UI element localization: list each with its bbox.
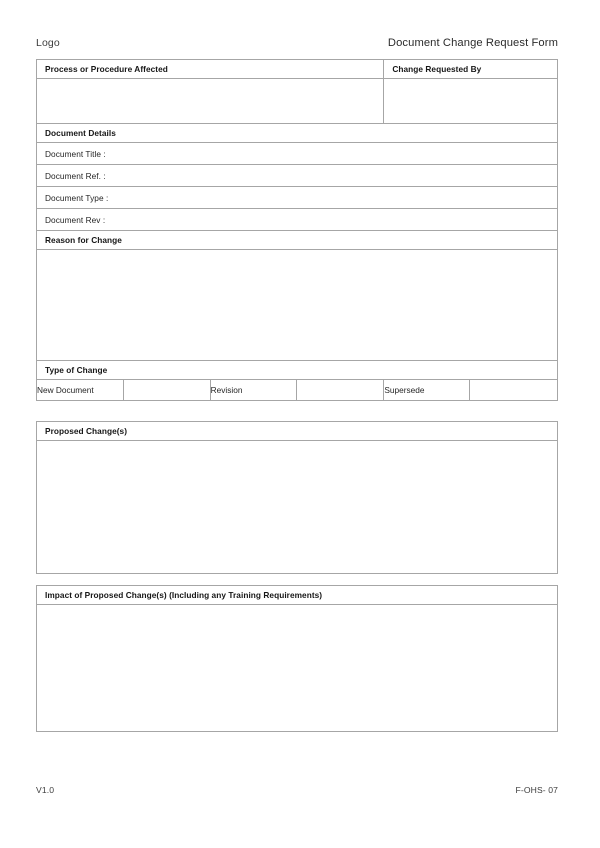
- proposed-changes-header-row: [37, 422, 558, 441]
- document-rev-label: Document Rev :: [45, 215, 106, 225]
- type-of-change-header-cell: [37, 361, 558, 380]
- document-title-label: Document Title :: [45, 149, 106, 159]
- change-requested-by-header-cell: [384, 60, 558, 79]
- reason-for-change-input[interactable]: [37, 250, 558, 361]
- document-details-header-row: [37, 124, 558, 143]
- change-requested-by-label: Change Requested By: [392, 64, 482, 74]
- impact-label: Impact of Proposed Change(s) (Including any Training Requirements): [45, 590, 323, 600]
- document-details-label: Document Details: [45, 128, 116, 138]
- document-title-cell[interactable]: [37, 143, 558, 165]
- document-rev-row[interactable]: [37, 209, 558, 231]
- type-option-supersede-label-cell: [384, 380, 470, 401]
- type-option-revision-label: Revision: [210, 385, 243, 395]
- type-option-new-document-label-cell: [37, 380, 124, 401]
- type-of-change-label: Type of Change: [45, 365, 108, 375]
- process-affected-header-row: [37, 60, 558, 79]
- type-option-supersede-label: Supersede: [384, 385, 425, 395]
- type-option-revision-checkbox[interactable]: [297, 380, 384, 401]
- document-type-row[interactable]: [37, 187, 558, 209]
- impact-table: [36, 585, 558, 732]
- proposed-changes-entry-row: [37, 441, 558, 574]
- type-of-change-options-row: [37, 380, 558, 401]
- reason-for-change-entry-row: [37, 250, 558, 361]
- proposed-changes-table: [36, 421, 558, 574]
- process-affected-label: Process or Procedure Affected: [45, 64, 168, 74]
- reason-for-change-label: Reason for Change: [45, 235, 122, 245]
- reason-for-change-header-row: [37, 231, 558, 250]
- impact-entry-row: [37, 605, 558, 732]
- impact-header-cell: [37, 586, 558, 605]
- document-rev-cell[interactable]: [37, 209, 558, 231]
- process-affected-input[interactable]: [37, 79, 384, 124]
- document-details-header-cell: [37, 124, 558, 143]
- type-of-change-header-row: [37, 361, 558, 380]
- process-affected-header-cell: [37, 60, 384, 79]
- main-form-table: [36, 59, 558, 401]
- type-option-supersede-checkbox[interactable]: [470, 380, 558, 401]
- document-ref-cell[interactable]: [37, 165, 558, 187]
- document-ref-label: Document Ref. :: [45, 171, 106, 181]
- impact-input[interactable]: [37, 605, 558, 732]
- document-type-cell[interactable]: [37, 187, 558, 209]
- document-title-row[interactable]: [37, 143, 558, 165]
- page-title: Document Change Request Form: [387, 37, 558, 49]
- proposed-changes-header-cell: [37, 422, 558, 441]
- footer-document-code: F-OHS- 07: [515, 785, 558, 795]
- proposed-changes-input[interactable]: [37, 441, 558, 574]
- type-option-revision-label-cell: [210, 380, 297, 401]
- document-footer: [36, 782, 558, 798]
- process-affected-entry-row: [37, 79, 558, 124]
- document-type-label: Document Type :: [45, 193, 109, 203]
- document-header: [36, 34, 558, 52]
- type-option-new-document-label: New Document: [37, 385, 94, 395]
- document-ref-row[interactable]: [37, 165, 558, 187]
- logo-placeholder: Logo: [36, 37, 60, 49]
- footer-version: V1.0: [36, 785, 55, 795]
- type-option-new-document-checkbox[interactable]: [123, 380, 210, 401]
- reason-for-change-header-cell: [37, 231, 558, 250]
- impact-header-row: [37, 586, 558, 605]
- change-requested-by-input[interactable]: [384, 79, 558, 124]
- proposed-changes-label: Proposed Change(s): [45, 426, 128, 436]
